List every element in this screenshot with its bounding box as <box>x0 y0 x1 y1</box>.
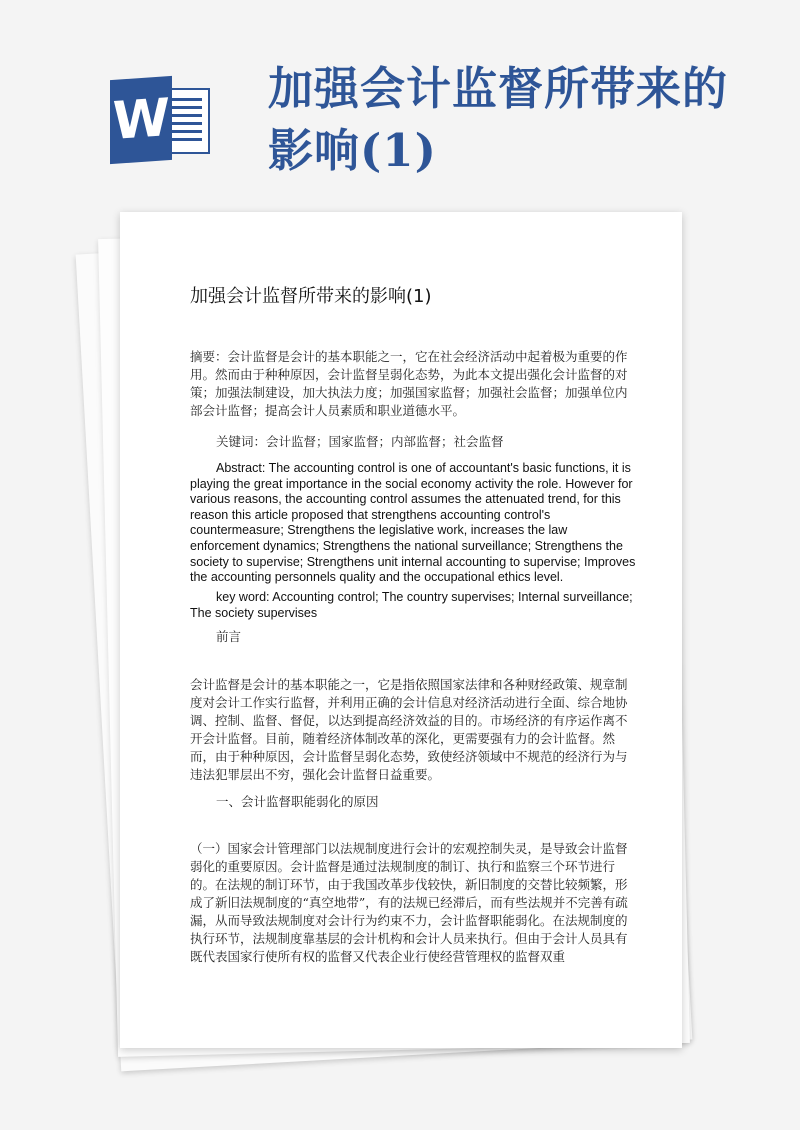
keywords-chinese: 关键词：会计监督；国家监督；内部监督；社会监督 <box>216 434 504 449</box>
word-logo-letter: W <box>110 76 172 164</box>
abstract-chinese: 摘要：会计监督是会计的基本职能之一，它在社会经济活动中起着极为重要的作用。然而由于种种原因，会计监督呈弱化态势，为此本文提出强化会计监督的对策；加强法制建设，加大执法力度；加强国家监督；加强社会监督；加强单位内部会计监督；提高会计人员素质和职业道德水平。 <box>190 349 628 418</box>
keywords-english: key word: Accounting control; The country supervises; Internal surveillance; The society supervises <box>190 590 633 620</box>
document-title: 加强会计监督所带来的影响(1) <box>190 286 432 307</box>
word-document-icon <box>110 72 214 168</box>
document-page <box>120 212 682 1048</box>
banner-title: 加强会计监督所带来的影响(1) <box>268 62 729 177</box>
section-body: （一）国家会计管理部门以法规制度进行会计的宏观控制失灵，是导致会计监督弱化的重要原因。会计监督是通过法规制度的制订、执行和监察三个环节进行的。在法规的制订环节，由于我国改革步伐较快，新旧制度的交替比较频繁，形成了新旧法规制度的“真空地带”，有的法规已经滞后，而有些法规并不完善有疏漏，从而导致法规制度对会计行为约束不力，会计监督职能弱化。在法规制度的执行环节，法规制度靠基层的会计机构和会计人员来执行。但由于会计人员具有既代表国家行使所有权的监督又代表企业行使经营管理权的监督双重 <box>190 841 628 964</box>
section-heading: 一、会计监督职能弱化的原因 <box>216 794 379 809</box>
preface-body: 会计监督是会计的基本职能之一，它是指依照国家法律和各种财经政策、规章制度对会计工作实行监督，并利用正确的会计信息对经济活动进行全面、综合地协调、控制、监督、督促，以达到提高经济效益的目的。市场经济的有序运作离不开会计监督。目前，随着经济体制改革的深化，更需要强有力的会计监督。然而，由于种种原因，会计监督呈弱化态势，致使经济领域中不规范的经济行为与违法犯罪层出不穷，强化会计监督日益重要。 <box>190 677 628 782</box>
abstract-english: Abstract: The accounting control is one of accountant's basic functions, it is playing the great importance in the social economy activity the role. However for various reasons, the accounting control assumes the attenuated trend, for this reason this article proposed that strengthens accounting control's countermeasure; Strengthens the legislative work, increases the law enforcement dynamics; Strengthens the national surveillance; Strengthens the society to supervise; Strengthens unit internal accounting to supervise; Improves the accounting personnels quality and the occupational ethics level. <box>190 461 636 585</box>
preface-heading: 前言 <box>216 629 242 644</box>
